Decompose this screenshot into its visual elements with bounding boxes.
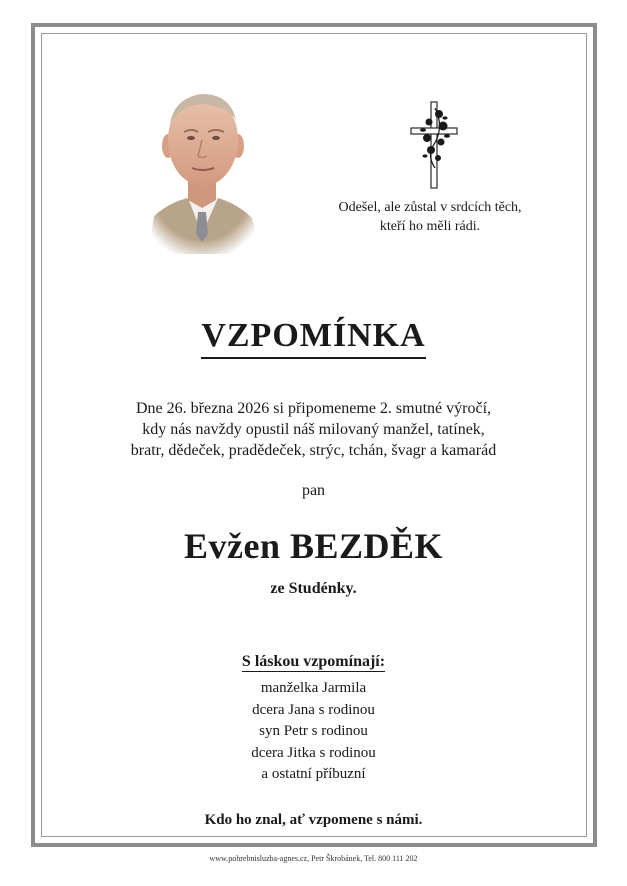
- intro-line-1: Dne 26. března 2026 si připomeneme 2. smutné výročí,: [135, 400, 492, 417]
- motto-line-2: kteří ho měli rádi.: [379, 219, 481, 234]
- list-item: syn Petr s rodinou: [259, 723, 368, 739]
- salutation: pan: [301, 482, 326, 499]
- footer-contact: www.pohrebnisluzba-agnes.cz, Petr Škrobánek, Tel. 800 111 202: [209, 854, 418, 863]
- motto: [300, 198, 560, 236]
- signatories-title: [0, 652, 627, 672]
- closing-line: Kdo ho znal, ať vzpomene s námi.: [204, 812, 423, 828]
- deceased-name: Evžen BEZDĚK: [183, 526, 444, 566]
- page-title: [0, 316, 627, 359]
- list-item: a ostatní příbuzní: [261, 766, 366, 782]
- list-item: manželka Jarmila: [260, 680, 367, 696]
- intro-line-2: kdy nás navždy opustil náš milovaný manžel, tatínek,: [142, 421, 485, 438]
- cross-with-roses-icon: [405, 98, 465, 190]
- intro-text: [0, 398, 627, 461]
- signatories-title-text: S láskou vzpomínají:: [241, 653, 386, 670]
- page-title-text: VZPOMÍNKA: [201, 316, 425, 359]
- list-item: dcera Jana s rodinou: [252, 701, 375, 718]
- motto-line-1: Odešel, ale zůstal v srdcích těch,: [338, 200, 522, 215]
- portrait-photo: [140, 84, 264, 254]
- signatories-list: [0, 678, 627, 786]
- origin: ze Studénky.: [270, 580, 357, 597]
- list-item: dcera Jitka s rodinou: [251, 744, 376, 761]
- intro-line-3: bratr, dědeček, pradědeček, strýc, tchán, švagr a kamarád: [130, 442, 497, 459]
